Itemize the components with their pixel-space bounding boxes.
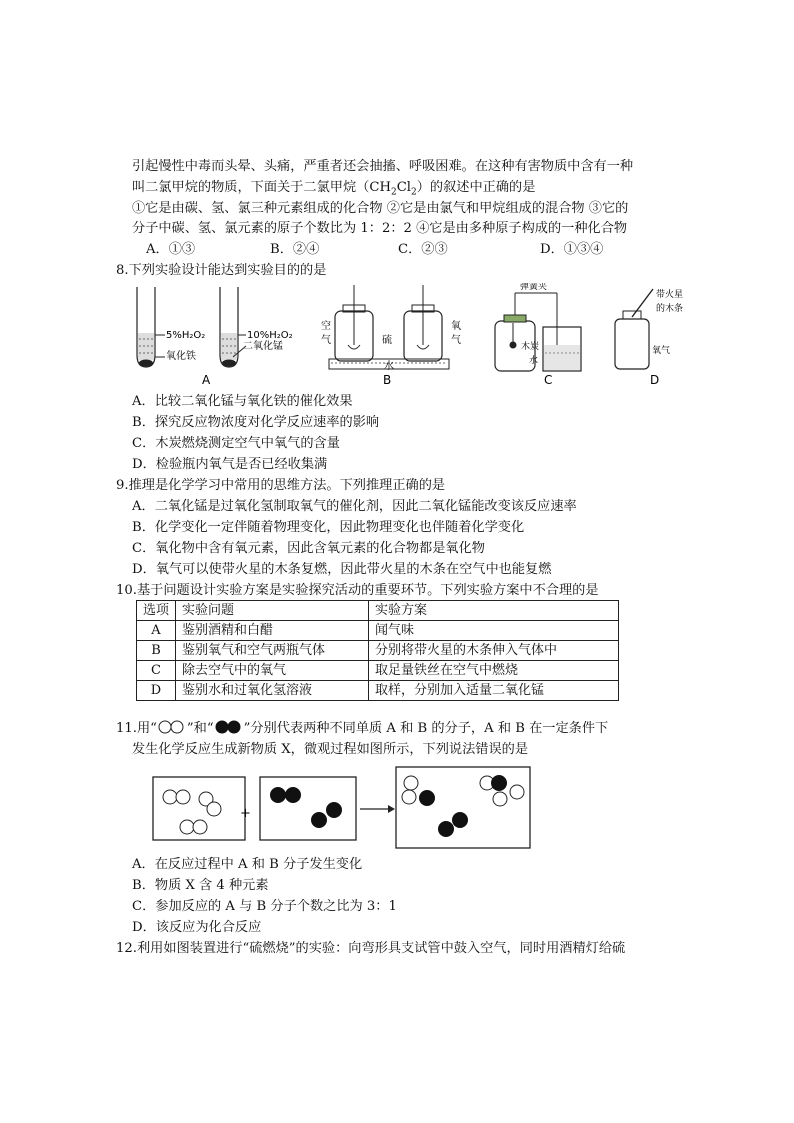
table-header-option: 选项 (137, 601, 176, 621)
table-cell: D (137, 681, 176, 701)
q7-line1: 引起慢性中毒而头晕、头痛，严重者还会抽搐、呼吸困难。在这种有害物质中含有一种 (132, 159, 634, 174)
molecule-b-icon (214, 720, 244, 734)
fig-b-label-sulfur: 硫 (382, 335, 392, 346)
fig-c-label-clip: 弹簧夹 (520, 283, 548, 292)
figure-b-combustion-jars (321, 285, 461, 387)
q7-option-d: D．①③④ (540, 242, 604, 257)
figure-c-charcoal-setup (495, 283, 581, 387)
q8-option-c: C．木炭燃烧测定空气中氧气的含量 (132, 436, 340, 451)
molecule-a-icon (157, 720, 187, 734)
fig-b-label-water: 水 (384, 361, 394, 372)
q11-option-d: D．该反应为化合反应 (132, 920, 262, 935)
fig-c-label-charcoal: 木炭 (521, 342, 540, 352)
table-cell: 分别将带火星的木条伸入气体中 (369, 641, 619, 661)
q8-option-b: B．探究反应物浓度对化学反应速率的影响 (132, 415, 380, 430)
q7-line3: ①它是由碳、氢、氯三种元素组成的化合物 ②它是由氯气和甲烷组成的混合物 ③它的 (132, 201, 629, 216)
reactant-b-box (260, 777, 356, 840)
table-row (137, 661, 619, 681)
table-cell: B (137, 641, 176, 661)
q10-stem: 10.基于问题设计实验方案是实验探究活动的重要环节。下列实验方案中不合理的是 (116, 583, 599, 598)
plus-sign: + (240, 806, 251, 821)
fig-b-label-oxygen-2: 气 (451, 335, 461, 346)
q12-stem: 12.利用如图装置进行“硫燃烧”的实验：向弯形具支试管中鼓入空气，同时用酒精灯给硫 (116, 941, 626, 956)
table-row (137, 621, 619, 641)
q7-option-c: C．②③ (398, 242, 448, 257)
table-cell: 取足量铁丝在空气中燃烧 (369, 661, 619, 681)
fig-b-caption: B (383, 373, 392, 387)
fig-d-label-oxygen: 氧气 (652, 346, 671, 356)
fig-a-label-5pct-h2o2: 5%H₂O₂ (166, 330, 206, 341)
reaction-arrow (360, 805, 395, 813)
q7-option-b: B．②④ (270, 242, 320, 257)
q7-line2: 叫二氯甲烷的物质，下面关于二氯甲烷$(CH_2Cl_2)$的叙述中正确的是 (132, 180, 536, 198)
fig-c-caption: C (544, 373, 553, 387)
q9-option-d: D．氧气可以使带火星的木条复燃，因此带火星的木条在空气中也能复燃 (132, 562, 552, 577)
q9-stem: 9.推理是化学学习中常用的思维方法。下列推理正确的是 (116, 478, 446, 493)
table-cell: 鉴别水和过氧化氢溶液 (176, 681, 369, 701)
fig-a-label-manganese-dioxide: 二氧化锰 (243, 341, 283, 352)
q9-option-b: B．化学变化一定伴随着物理变化，因此物理变化也伴随着化学变化 (132, 520, 525, 535)
q11-option-c: C．参加反应的 A 与 B 分子个数之比为 3：1 (132, 899, 397, 914)
table-cell: 除去空气中的氧气 (176, 661, 369, 681)
table-cell: 闻气味 (369, 621, 619, 641)
q11-line2: 发生化学反应生成新物质 X，微观过程如图所示，下列说法错误的是 (132, 742, 529, 757)
table-header-row (137, 601, 619, 621)
q11-option-b: B．物质 X 含 4 种元素 (132, 878, 269, 893)
fig-c-label-water: 水 (529, 356, 539, 366)
q9-option-a: A．二氧化锰是过氧化氢制取氧气的催化剂，因此二氧化锰能改变该反应速率 (132, 499, 577, 514)
fig-d-caption: D (650, 373, 660, 387)
fig-b-label-air-2: 气 (321, 335, 331, 346)
figure-d-oxygen-check (615, 288, 683, 387)
table-header-plan: 实验方案 (369, 601, 619, 621)
table-header-problem: 实验问题 (176, 601, 369, 621)
table-cell: 鉴别酒精和白醋 (176, 621, 369, 641)
figure-a-test-tubes (137, 287, 293, 387)
q10-plan-table (136, 600, 619, 701)
fig-d-label-splint-1: 带火星 (656, 290, 684, 300)
table-cell: C (137, 661, 176, 681)
table-cell: 鉴别氧气和空气两瓶气体 (176, 641, 369, 661)
q11-micro-process-figure (150, 762, 535, 850)
product-box (396, 767, 530, 848)
q8-stem: 8.下列实验设计能达到实验目的的是 (116, 263, 327, 278)
fig-a-label-10pct-h2o2: 10%H₂O₂ (247, 330, 293, 341)
table-row (137, 681, 619, 701)
table-cell: 取样，分别加入适量二氧化锰 (369, 681, 619, 701)
fig-a-label-iron-oxide: 氧化铁 (166, 351, 196, 362)
fig-a-caption: A (202, 373, 211, 387)
q8-option-a: A．比较二氧化锰与氧化铁的催化效果 (132, 394, 353, 409)
q7-option-a: A．①③ (146, 242, 196, 257)
q9-option-c: C．氧化物中含有氧元素，因此含氧元素的化合物都是氧化物 (132, 541, 485, 556)
reactant-a-box (153, 777, 245, 840)
q8-apparatus-figure (125, 283, 685, 391)
fig-b-label-air-1: 空 (321, 321, 331, 332)
table-cell: A (137, 621, 176, 641)
q8-option-d: D．检验瓶内氧气是否已经收集满 (132, 457, 328, 472)
fig-d-label-splint-2: 的木条 (656, 304, 684, 314)
q11-line1: 11.用“ ”和“ ”分别代表两种不同单质 A 和 B 的分子，A 和 B 在一定条件下 (116, 721, 609, 736)
q11-option-a: A．在反应过程中 A 和 B 分子发生变化 (132, 857, 363, 872)
table-row (137, 641, 619, 661)
fig-b-label-oxygen-1: 氧 (451, 321, 461, 332)
q7-line4: 分子中碳、氢、氯元素的原子个数比为 1：2：2 ④它是由多种原子构成的一种化合物 (132, 221, 628, 236)
